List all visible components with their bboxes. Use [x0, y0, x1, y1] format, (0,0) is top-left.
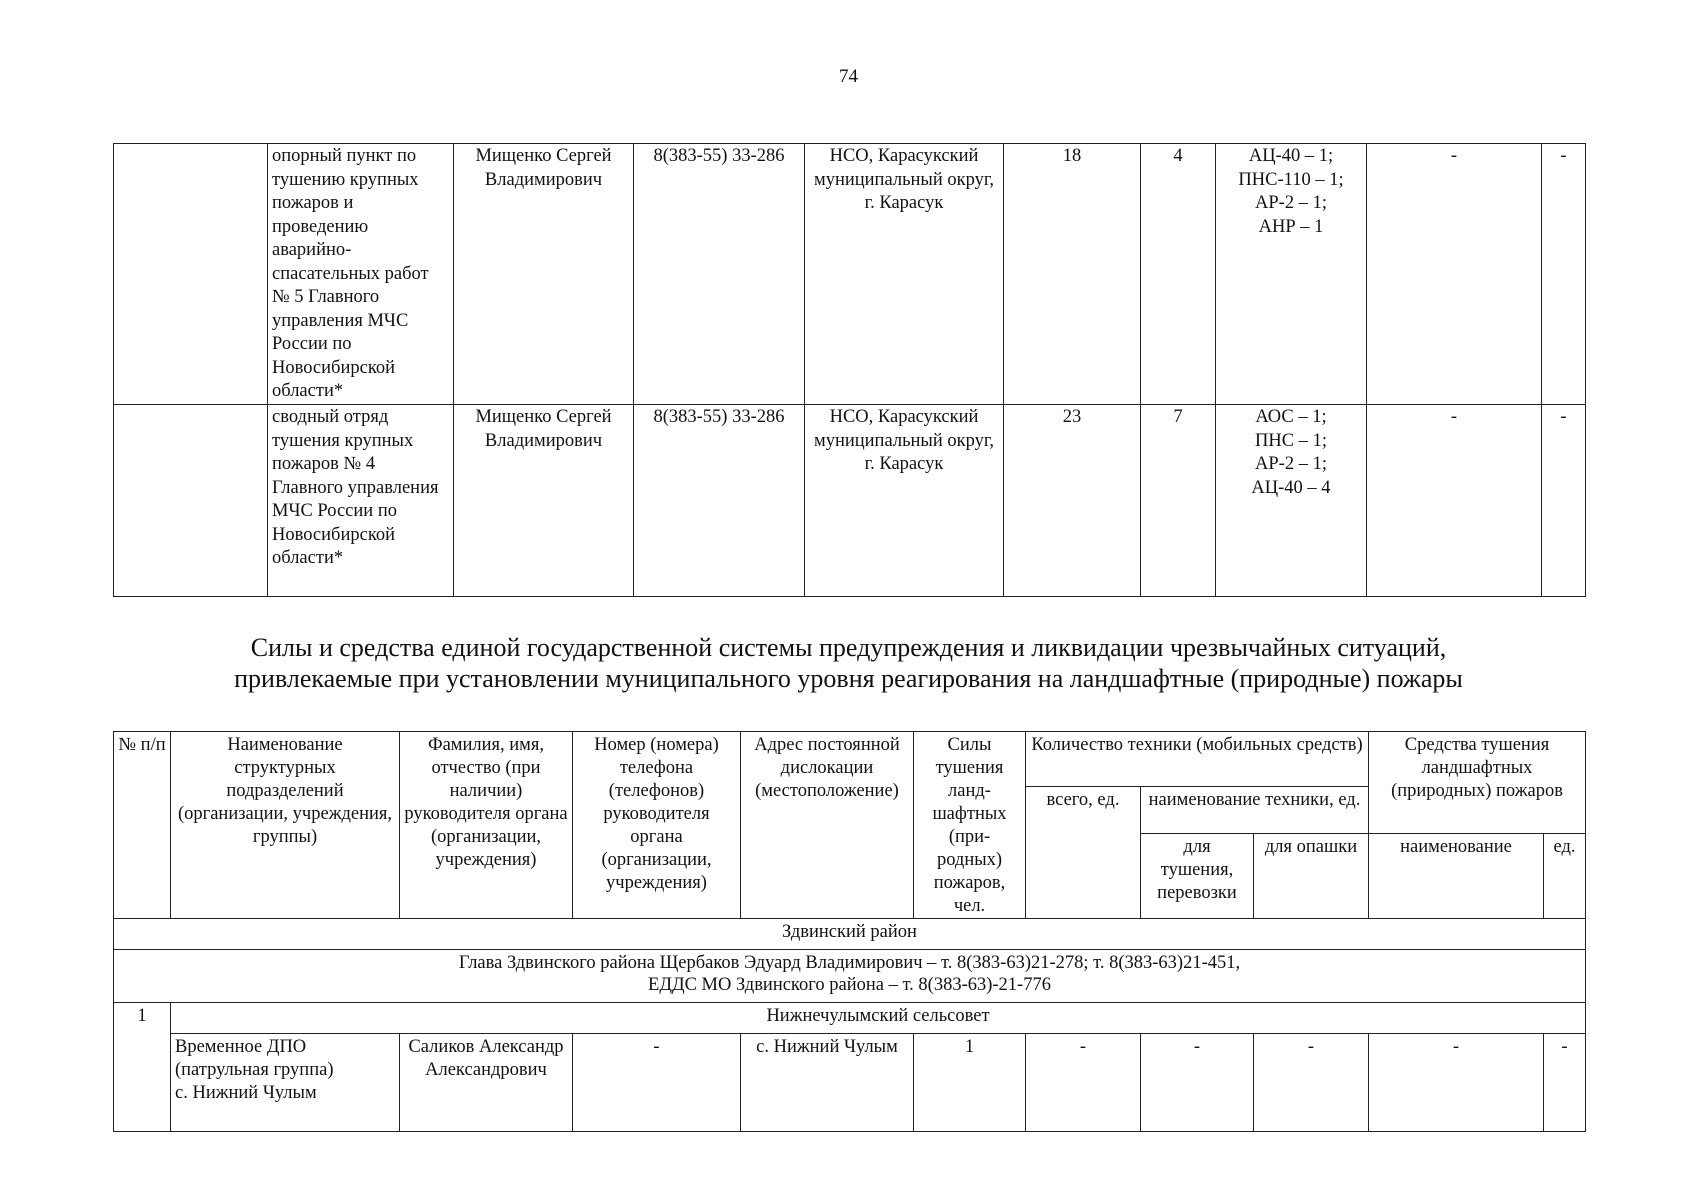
council-num: 1: [114, 1003, 171, 1132]
unit-name-line: с. Нижний Чулым: [175, 1083, 317, 1103]
cell-head: Мищенко Сергей Владимирович: [454, 144, 634, 405]
table-row: [114, 144, 1586, 405]
vehicle-item: АОС – 1;: [1255, 407, 1327, 427]
section-title-line: Силы и средства единой государственной системы предупреждения и ликвидации чрезвычайных ситуаций,: [250, 633, 1447, 662]
header-phone: Номер (номера) телефона (телефонов) руководителя органа (организации, учреждения): [573, 732, 741, 919]
header-for-extinguishing: для тушения, перевозки: [1141, 834, 1254, 919]
unit-name-line: Временное ДПО: [175, 1037, 307, 1057]
header-vehicles-total: всего, ед.: [1026, 787, 1141, 919]
header-means: Средства тушения ландшафтных (природных) пожаров: [1369, 732, 1586, 834]
vehicle-item: АНР – 1: [1258, 216, 1324, 237]
section-title: [0, 632, 1697, 694]
main-table: [113, 731, 1586, 1132]
unit-name-line: (патрульная группа): [175, 1060, 334, 1080]
council-name: Нижнечулымский сельсовет: [171, 1003, 1586, 1034]
header-vehicles: Количество техники (мобильных средств): [1026, 732, 1369, 787]
cell-name: сводный отряд тушения крупных пожаров № 4 Главного управления МЧС России по Новосибирской области*: [268, 405, 454, 597]
cell-num: [114, 144, 268, 405]
cell-vehicles-names: [1216, 405, 1367, 597]
cell-address: НСО, Карасукский муниципальный округ, г. Карасук: [805, 405, 1004, 597]
cell-address: с. Нижний Чулым: [741, 1034, 914, 1132]
cell-vehicles-total: -: [1026, 1034, 1141, 1132]
district-name: Здвинский район: [114, 919, 1586, 950]
cell-num: [114, 405, 268, 597]
vehicle-item: ПНС-110 – 1;: [1238, 169, 1344, 190]
header-row: [114, 732, 1586, 787]
cell-phone: 8(383-55) 33-286: [634, 405, 805, 597]
cell-personnel: 1: [914, 1034, 1026, 1132]
cell-name: опорный пункт по тушению крупных пожаров и проведению аварийно-спасательных работ № 5 Главного управления МЧС России по Новосибирской области*: [268, 144, 454, 405]
council-row: [114, 1003, 1586, 1034]
cell-phone: -: [573, 1034, 741, 1132]
header-means-name: наименование: [1369, 834, 1544, 919]
vehicle-item: ПНС – 1;: [1255, 430, 1327, 451]
cell-name: [171, 1034, 400, 1132]
header-head: Фамилия, имя, отчество (при наличии) руководителя органа (организации, учреждения): [400, 732, 573, 919]
cell-phone: 8(383-55) 33-286: [634, 144, 805, 405]
head-info-line: ЕДДС МО Здвинского района – т. 8(383-63)-21-776: [648, 975, 1051, 995]
header-name: Наименование структурных подразделений (организации, учреждения, группы): [171, 732, 400, 919]
header-for-plowing: для опашки: [1254, 834, 1369, 919]
head-info-line: Глава Здвинского района Щербаков Эдуард Владимирович – т. 8(383-63)21-278; т. 8(383-63)21-451,: [458, 953, 1241, 973]
vehicle-item: АР-2 – 1;: [1255, 454, 1327, 474]
vehicle-item: АЦ-40 – 4: [1251, 477, 1331, 498]
cell-means-units: -: [1544, 1034, 1586, 1132]
page-number: 74: [839, 66, 858, 87]
cell-means-name: -: [1369, 1034, 1544, 1132]
header-personnel: Силы тушения ланд-шафтных (при-родных) пожаров, чел.: [914, 732, 1026, 919]
cell-head: Мищенко Сергей Владимирович: [454, 405, 634, 597]
table-row: [114, 405, 1586, 597]
cell-means-name: -: [1367, 144, 1542, 405]
top-table: [113, 143, 1586, 597]
vehicle-item: АЦ-40 – 1;: [1248, 146, 1334, 166]
header-means-units: ед.: [1544, 834, 1586, 919]
cell-personnel: 23: [1004, 405, 1141, 597]
cell-vehicles-total: 7: [1141, 405, 1216, 597]
header-address: Адрес постоянной дислокации (местоположение): [741, 732, 914, 919]
cell-means-name: -: [1367, 405, 1542, 597]
head-info: [114, 950, 1586, 1003]
head-info-row: [114, 950, 1586, 1003]
table-row: [114, 1034, 1586, 1132]
cell-means-units: -: [1542, 144, 1586, 405]
header-vehicles-names: наименование техники, ед.: [1141, 787, 1369, 834]
district-row: [114, 919, 1586, 950]
vehicle-item: АР-2 – 1;: [1255, 193, 1327, 213]
cell-vehicles-total: 4: [1141, 144, 1216, 405]
cell-for-extinguishing: -: [1141, 1034, 1254, 1132]
header-num: № п/п: [114, 732, 171, 919]
cell-personnel: 18: [1004, 144, 1141, 405]
cell-vehicles-names: [1216, 144, 1367, 405]
section-title-line: привлекаемые при установлении муниципального уровня реагирования на ландшафтные (природные) пожары: [234, 664, 1463, 693]
cell-means-units: -: [1542, 405, 1586, 597]
cell-head: Саликов Александр Александрович: [400, 1034, 573, 1132]
cell-for-plowing: -: [1254, 1034, 1369, 1132]
cell-address: НСО, Карасукский муниципальный округ, г. Карасук: [805, 144, 1004, 405]
